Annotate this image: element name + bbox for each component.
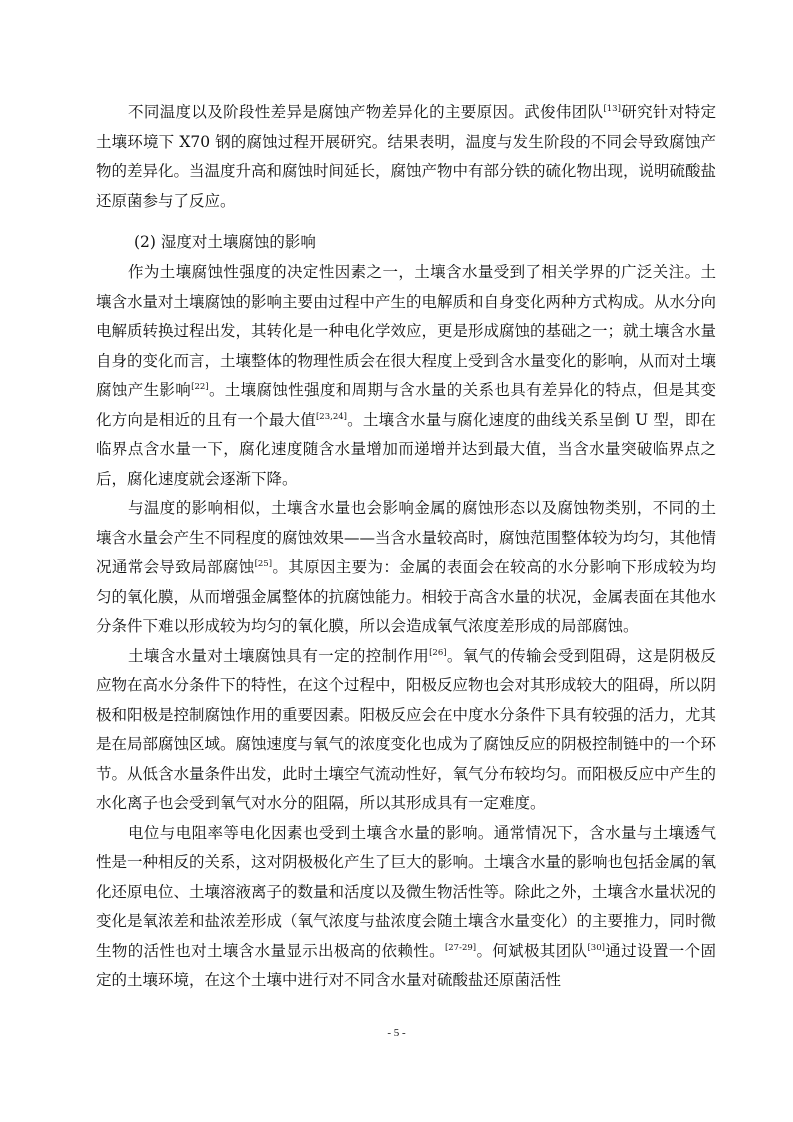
section-heading: (2) 湿度对土壤腐蚀的影响 <box>134 233 316 251</box>
paragraph <box>96 819 716 996</box>
paragraph <box>96 98 716 216</box>
text-run: 不同温度以及阶段性差异是腐蚀产物差异化的主要原因。武俊伟团队 <box>128 103 604 121</box>
text-run: 。其原因主要为：金属的表面会在较高的水分影响下形成较为均匀的氧化膜，从而增强金属整体的抗腐蚀能力。相较于高含水量的状况，金属表面在其他水分条件下难以形成较为均匀的氧化膜，所以会造成氧气浓度差形成的局部腐蚀。 <box>96 558 717 635</box>
text-run: 。土壤腐蚀性强度和周期与含水量的关系也具有差异化的特点，但是其变化方向是相近的且有一个最大值 <box>96 381 716 429</box>
text-run: 电位与电阻率等电化因素也受到土壤含水量的影响。通常情况下，含水量与土壤透气性是一种相反的关系，这对阴极极化产生了巨大的影响。土壤含水量的影响也包括金属的氧化还原电位、土壤溶液离子的数量和活度以及微生物活性等。除此之外，土壤含水量状况的变化是氧浓差和盐浓差形成（氧气浓度与盐浓度会随土壤含水量变化）的主要推力，同时微生物的活性也对土壤含水量显示出极高的依赖性。 <box>96 823 717 960</box>
citation-ref: [26] <box>429 647 447 658</box>
text-run: 。氧气的传输会受到阻碍，这是阴极反应物在高水分条件下的特性，在这个过程中，阳极反应物也会对其形成较大的阻碍，所以阴极和阳极是控制腐蚀作用的重要因素。阳极反应会在中度水分条件下具有较强的活力，尤其是在局部腐蚀区域。腐蚀速度与氧气的浓度变化也成为了腐蚀反应的阴极控制链中的一个环节。从低含水量条件出发，此时土壤空气流动性好，氧气分布较均匀。而阳极反应中产生的水化离子也会受到氧气对水分的阻隔，所以其形成具有一定难度。 <box>96 646 717 812</box>
citation-ref: [27-29] <box>444 942 477 953</box>
text-run: 土壤含水量对土壤腐蚀具有一定的控制作用 <box>128 646 430 665</box>
text-run: 研究针对特定土壤环境下 X70 钢的腐蚀过程开展研究。结果表明，温度与发生阶段的不同会导致腐蚀产物的差异化。当温度升高和腐蚀时间延长，腐蚀产物中有部分铁的硫化物出现，说明硫酸盐还原菌参与了反应。 <box>96 103 717 210</box>
text-run: 。何斌极其团队 <box>476 941 588 960</box>
text-run: 与温度的影响相似，土壤含水量也会影响金属的腐蚀形态以及腐蚀物类别，不同的土壤含水量会产生不同程度的腐蚀效果——当含水量较高时，腐蚀范围整体较为均匀，其他情况通常会导致局部腐蚀 <box>96 499 717 576</box>
citation-ref: [23,24] <box>315 411 347 422</box>
paragraph <box>96 642 716 819</box>
citation-ref: [30] <box>587 942 605 953</box>
text-run: 作为土壤腐蚀性强度的决定性因素之一，土壤含水量受到了相关学界的广泛关注。土壤含水量对土壤腐蚀的影响主要由过程中产生的电解质和自身变化两种方式构成。从水分向电解质转换过程出发，其转化是一种电化学效应，更是形成腐蚀的基础之一；就土壤含水量自身的变化而言，土壤整体的物理性质会在很大程度上受到含水量变化的影响，从而对土壤腐蚀产生影响 <box>96 263 717 399</box>
intro-text-block <box>96 98 716 216</box>
citation-ref: [25] <box>254 558 273 569</box>
text-run: 通过设置一个固定的土壤环境，在这个土壤中进行对不同含水量对硫酸盐还原菌活性 <box>96 941 716 989</box>
paragraph <box>96 494 716 642</box>
paragraph <box>96 258 716 494</box>
text-run: 。土壤含水量与腐化速度的曲线关系呈倒 U 型，即在临界点含水量一下，腐化速度随含水量增加而递增并达到最大值，当含水量突破临界点之后，腐化速度就会逐渐下降。 <box>96 410 716 488</box>
main-text-block <box>96 258 716 996</box>
citation-ref: [13] <box>603 103 621 114</box>
page-number: - 5 - <box>387 1027 406 1039</box>
citation-ref: [22] <box>191 381 209 392</box>
